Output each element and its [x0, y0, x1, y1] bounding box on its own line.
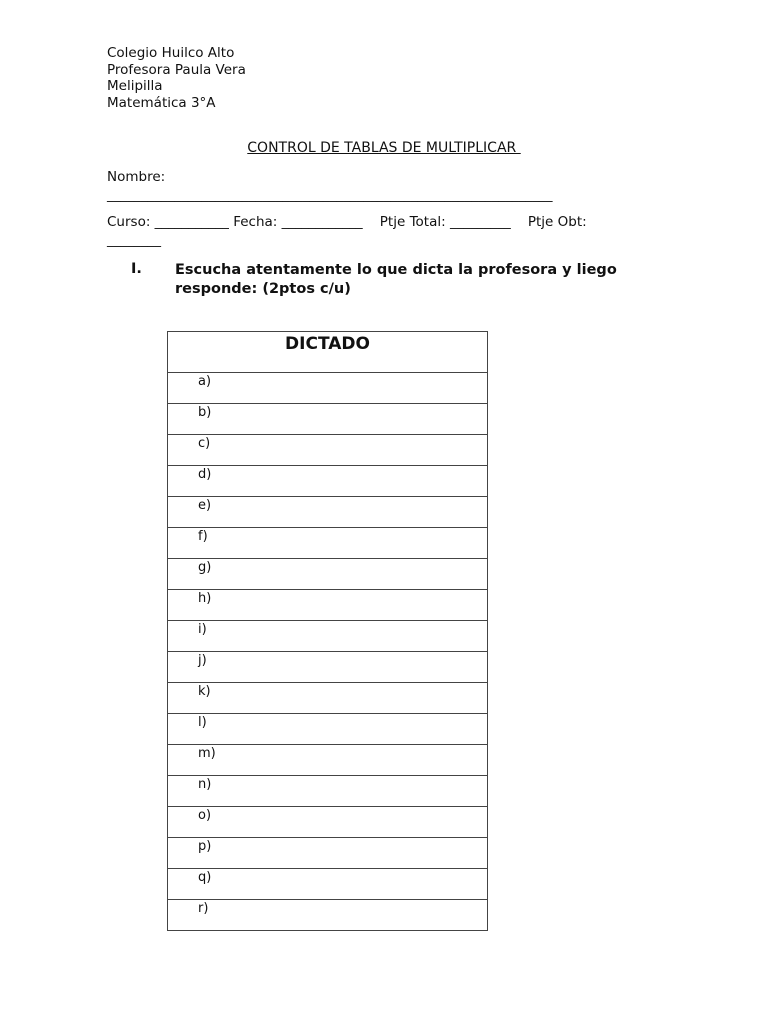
teacher-name: Profesora Paula Vera — [107, 62, 246, 78]
table-row — [168, 435, 488, 466]
subject-name: Matemática 3°A — [107, 95, 216, 111]
row-label: c) — [198, 436, 211, 451]
answer-cell[interactable] — [168, 621, 488, 652]
table-heading: DICTADO — [168, 332, 488, 373]
row-label: q) — [198, 870, 212, 885]
table-row — [168, 683, 488, 714]
info-line[interactable]: Curso: ___________ Fecha: ____________ Ptje Total: _________ Ptje Obt: — [107, 214, 587, 230]
row-label: h) — [198, 591, 212, 606]
table-row — [168, 652, 488, 683]
table-row — [168, 869, 488, 900]
answer-cell[interactable] — [168, 466, 488, 497]
row-label: r) — [198, 901, 209, 916]
answer-cell[interactable] — [168, 528, 488, 559]
answer-cell[interactable] — [168, 435, 488, 466]
table-row — [168, 373, 488, 404]
row-label: a) — [198, 374, 212, 389]
page-title: CONTROL DE TABLAS DE MULTIPLICAR — [247, 140, 521, 156]
row-label: n) — [198, 777, 212, 792]
answer-cell[interactable] — [168, 373, 488, 404]
answer-cell[interactable] — [168, 497, 488, 528]
answer-cell[interactable] — [168, 559, 488, 590]
table-row — [168, 528, 488, 559]
table-row — [168, 745, 488, 776]
school-name: Colegio Huilco Alto — [107, 45, 235, 61]
row-label: f) — [198, 529, 208, 544]
table-row — [168, 621, 488, 652]
row-label: d) — [198, 467, 212, 482]
table-row — [168, 404, 488, 435]
nombre-label: Nombre: — [107, 169, 166, 185]
answer-cell[interactable] — [168, 807, 488, 838]
answer-cell[interactable] — [168, 683, 488, 714]
table-row — [168, 900, 488, 931]
answer-cell[interactable] — [168, 900, 488, 931]
answer-cell[interactable] — [168, 404, 488, 435]
answer-cell[interactable] — [168, 652, 488, 683]
row-label: m) — [198, 746, 216, 761]
row-label: k) — [198, 684, 211, 699]
row-label: i) — [198, 622, 207, 637]
row-label: o) — [198, 808, 212, 823]
answer-cell[interactable] — [168, 714, 488, 745]
table-row — [168, 497, 488, 528]
row-label: j) — [198, 653, 207, 668]
row-label: b) — [198, 405, 212, 420]
answer-cell[interactable] — [168, 838, 488, 869]
row-label: l) — [198, 715, 207, 730]
table-row — [168, 466, 488, 497]
table-header-row — [168, 332, 488, 373]
table-row — [168, 807, 488, 838]
answer-cell[interactable] — [168, 776, 488, 807]
nombre-line[interactable]: __________________________________________________________________ — [107, 187, 553, 203]
table-row — [168, 838, 488, 869]
table-row — [168, 559, 488, 590]
answer-cell[interactable] — [168, 869, 488, 900]
row-label: g) — [198, 560, 212, 575]
row-label: e) — [198, 498, 212, 513]
answer-cell[interactable] — [168, 590, 488, 621]
dictado-table — [167, 331, 488, 931]
instruction-number: I. — [131, 261, 142, 277]
row-label: p) — [198, 839, 212, 854]
table-row — [168, 590, 488, 621]
table-row — [168, 714, 488, 745]
answer-cell[interactable] — [168, 745, 488, 776]
instruction-text: Escucha atentamente lo que dicta la profesora y liego responde: (2ptos c/u) — [175, 262, 617, 297]
table-row — [168, 776, 488, 807]
ptje-obt-line[interactable]: ________ — [107, 232, 161, 248]
city-name: Melipilla — [107, 78, 163, 94]
